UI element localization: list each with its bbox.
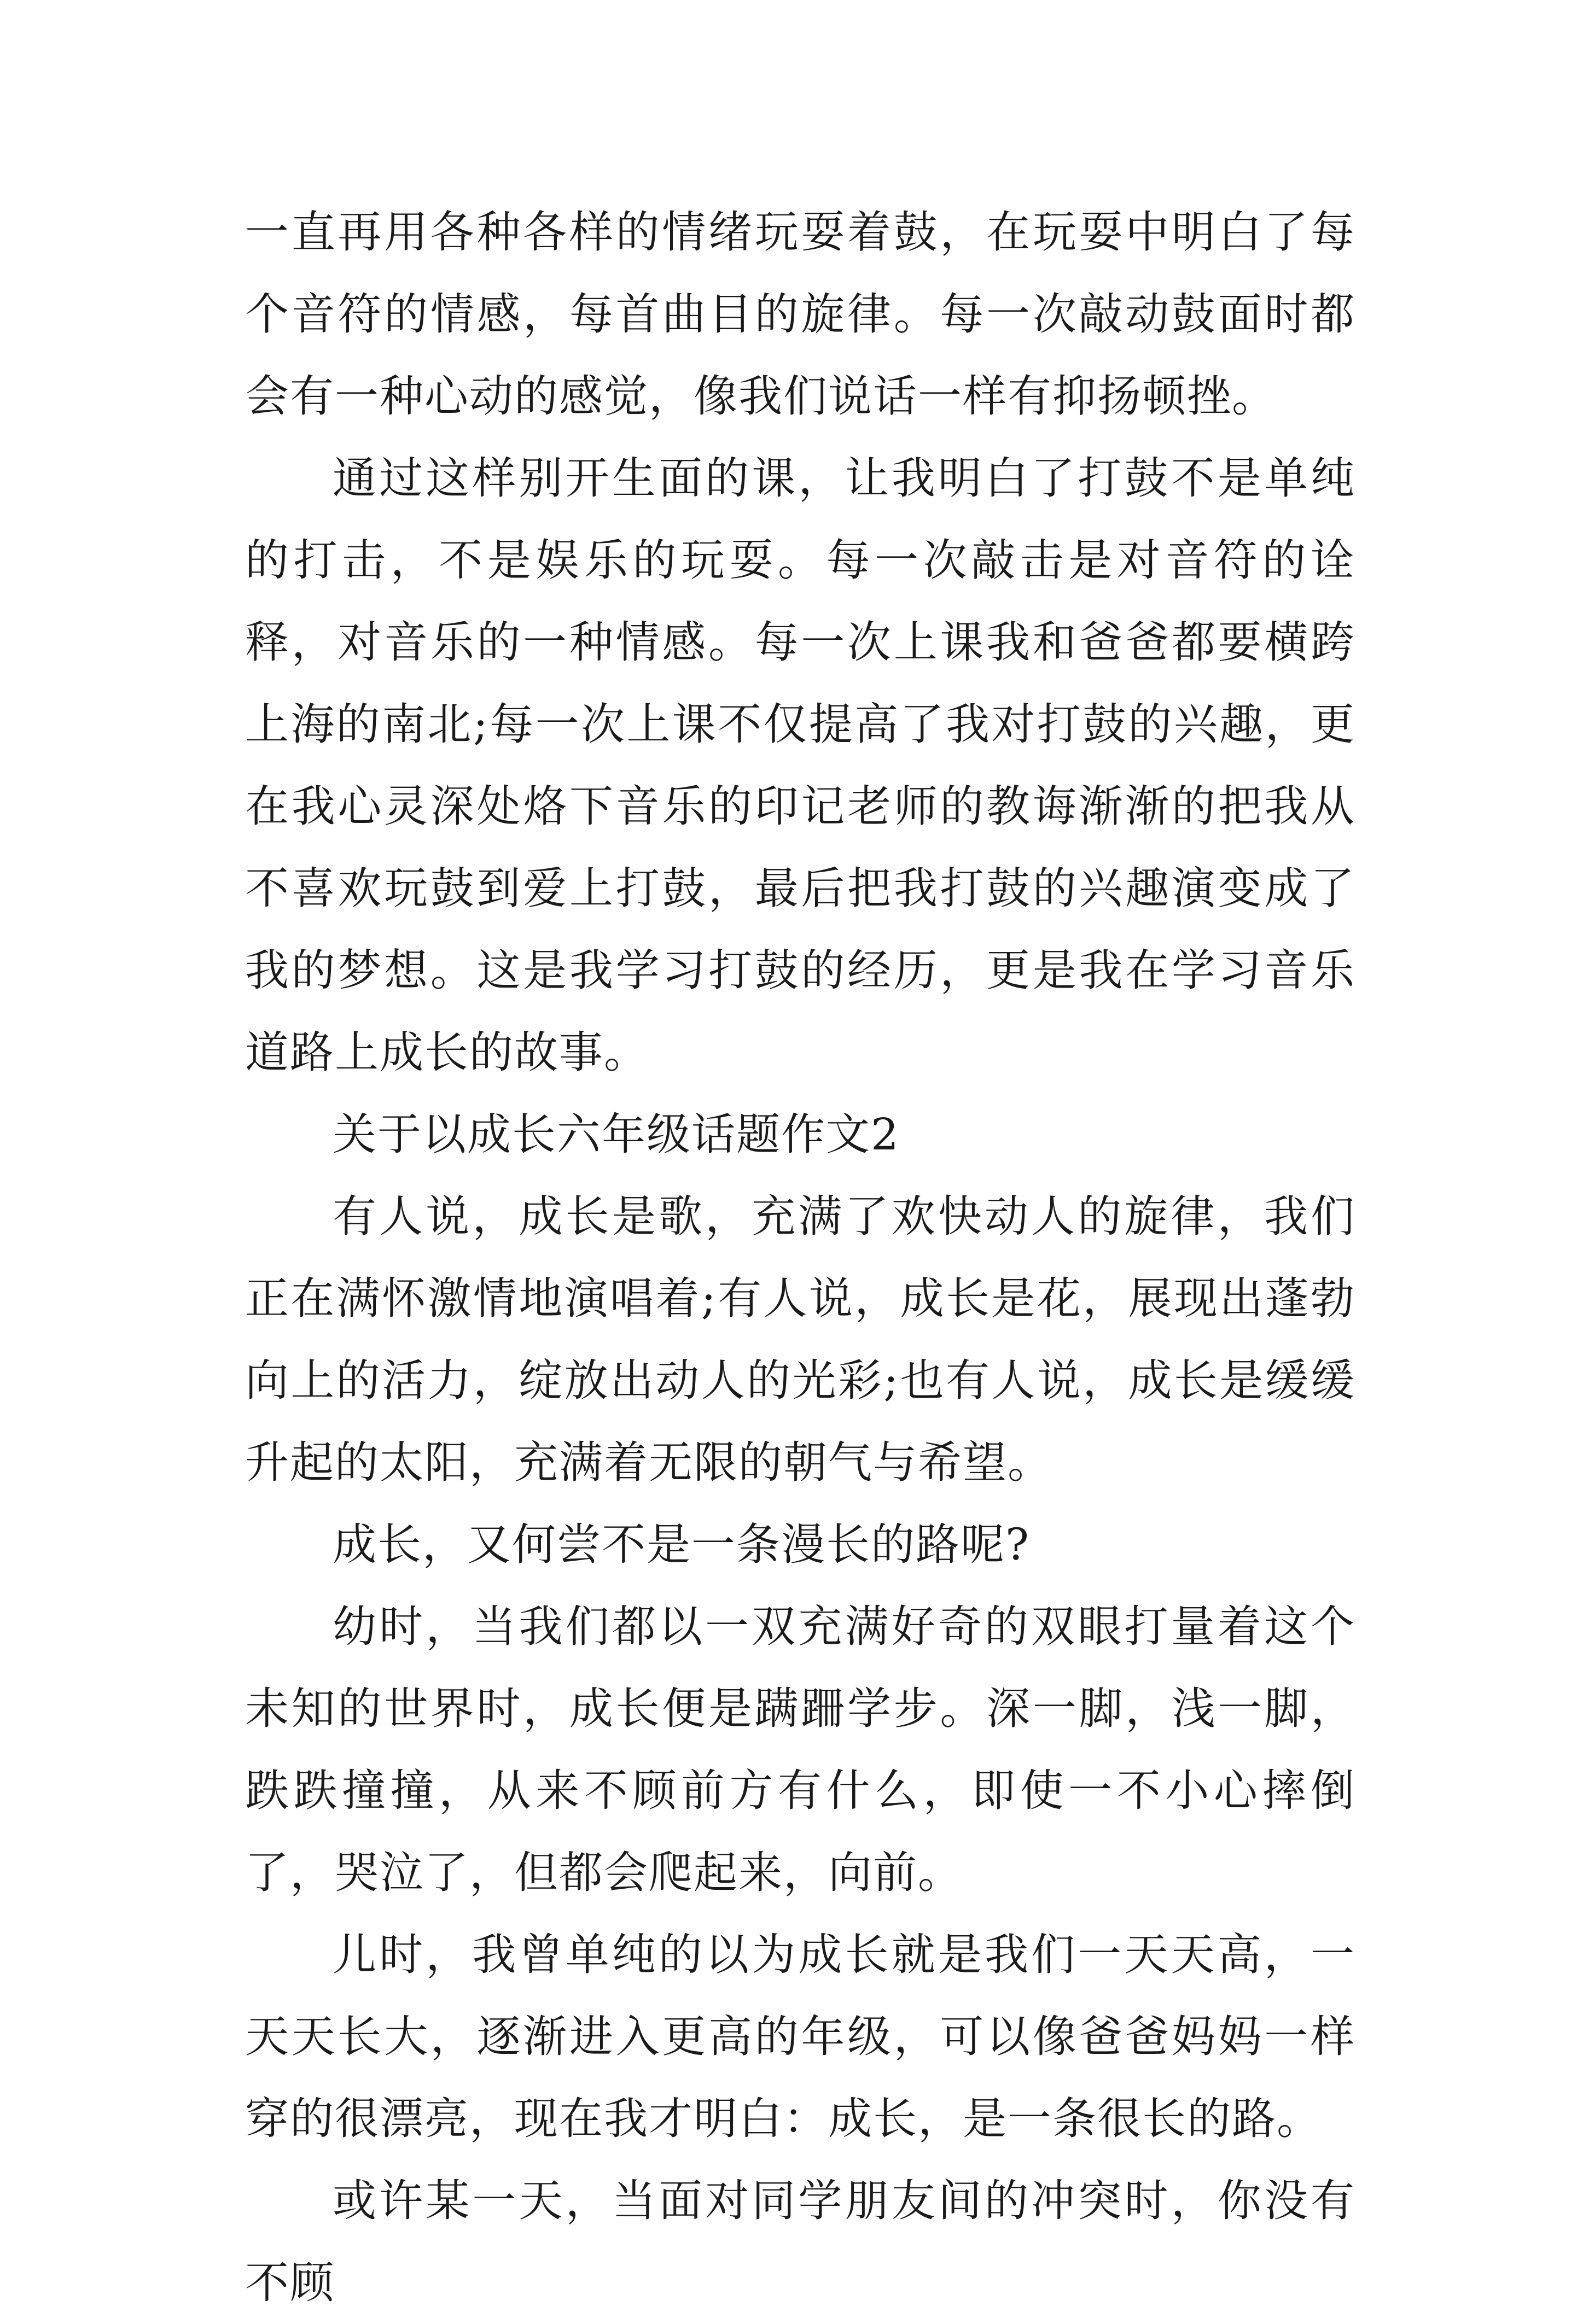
section-heading: 关于以成长六年级话题作文2 [333, 1109, 900, 1160]
paragraph-growth-road: 成长，又何尝不是一条漫长的路呢? [333, 1519, 1030, 1570]
paragraph-childhood-steps: 幼时，当我们都以一双充满好奇的双眼打量着这个未知的世界时，成长便是蹒跚学步。深一脚，浅一脚，跌跌撞撞，从来不顾前方有什么，即使一不小心摔倒了，哭泣了，但都会爬起来，向前。 [245, 1601, 1355, 1898]
paragraph-drum-lessons: 通过这样别开生面的课，让我明白了打鼓不是单纯的打击，不是娱乐的玩耍。每一次敲击是对音符的诠释，对音乐的一种情感。每一次上课我和爸爸都要横跨上海的南北;每一次上课不仅提高了我对打鼓的兴趣，更在我心灵深处烙下音乐的印记老师的教诲渐渐的把我从不喜欢玩鼓到爱上打鼓，最后把我打鼓的兴趣演变成了我的梦想。这是我学习打鼓的经历，更是我在学习音乐道路上成长的故事。 [245, 453, 1355, 1078]
paragraph-friend-conflict: 或许某一天，当面对同学朋友间的冲突时，你没有不顾 [245, 2175, 1355, 2308]
paragraph-childhood-belief: 儿时，我曾单纯的以为成长就是我们一天天高，一天天长大，逐渐进入更高的年级，可以像爸爸妈妈一样穿的很漂亮，现在我才明白：成长，是一条很长的路。 [245, 1929, 1355, 2144]
paragraph-drum-emotions: 一直再用各种各样的情绪玩耍着鼓，在玩耍中明白了每个音符的情感，每首曲目的旋律。每一次敲动鼓面时都会有一种心动的感觉，像我们说话一样有抑扬顿挫。 [245, 207, 1355, 422]
paragraph-growth-metaphors: 有人说，成长是歌，充满了欢快动人的旋律，我们正在满怀激情地演唱着;有人说，成长是花，展现出蓬勃向上的活力，绽放出动人的光彩;也有人说，成长是缓缓升起的太阳，充满着无限的朝气与希望。 [245, 1191, 1355, 1488]
document-body [245, 191, 1355, 2324]
